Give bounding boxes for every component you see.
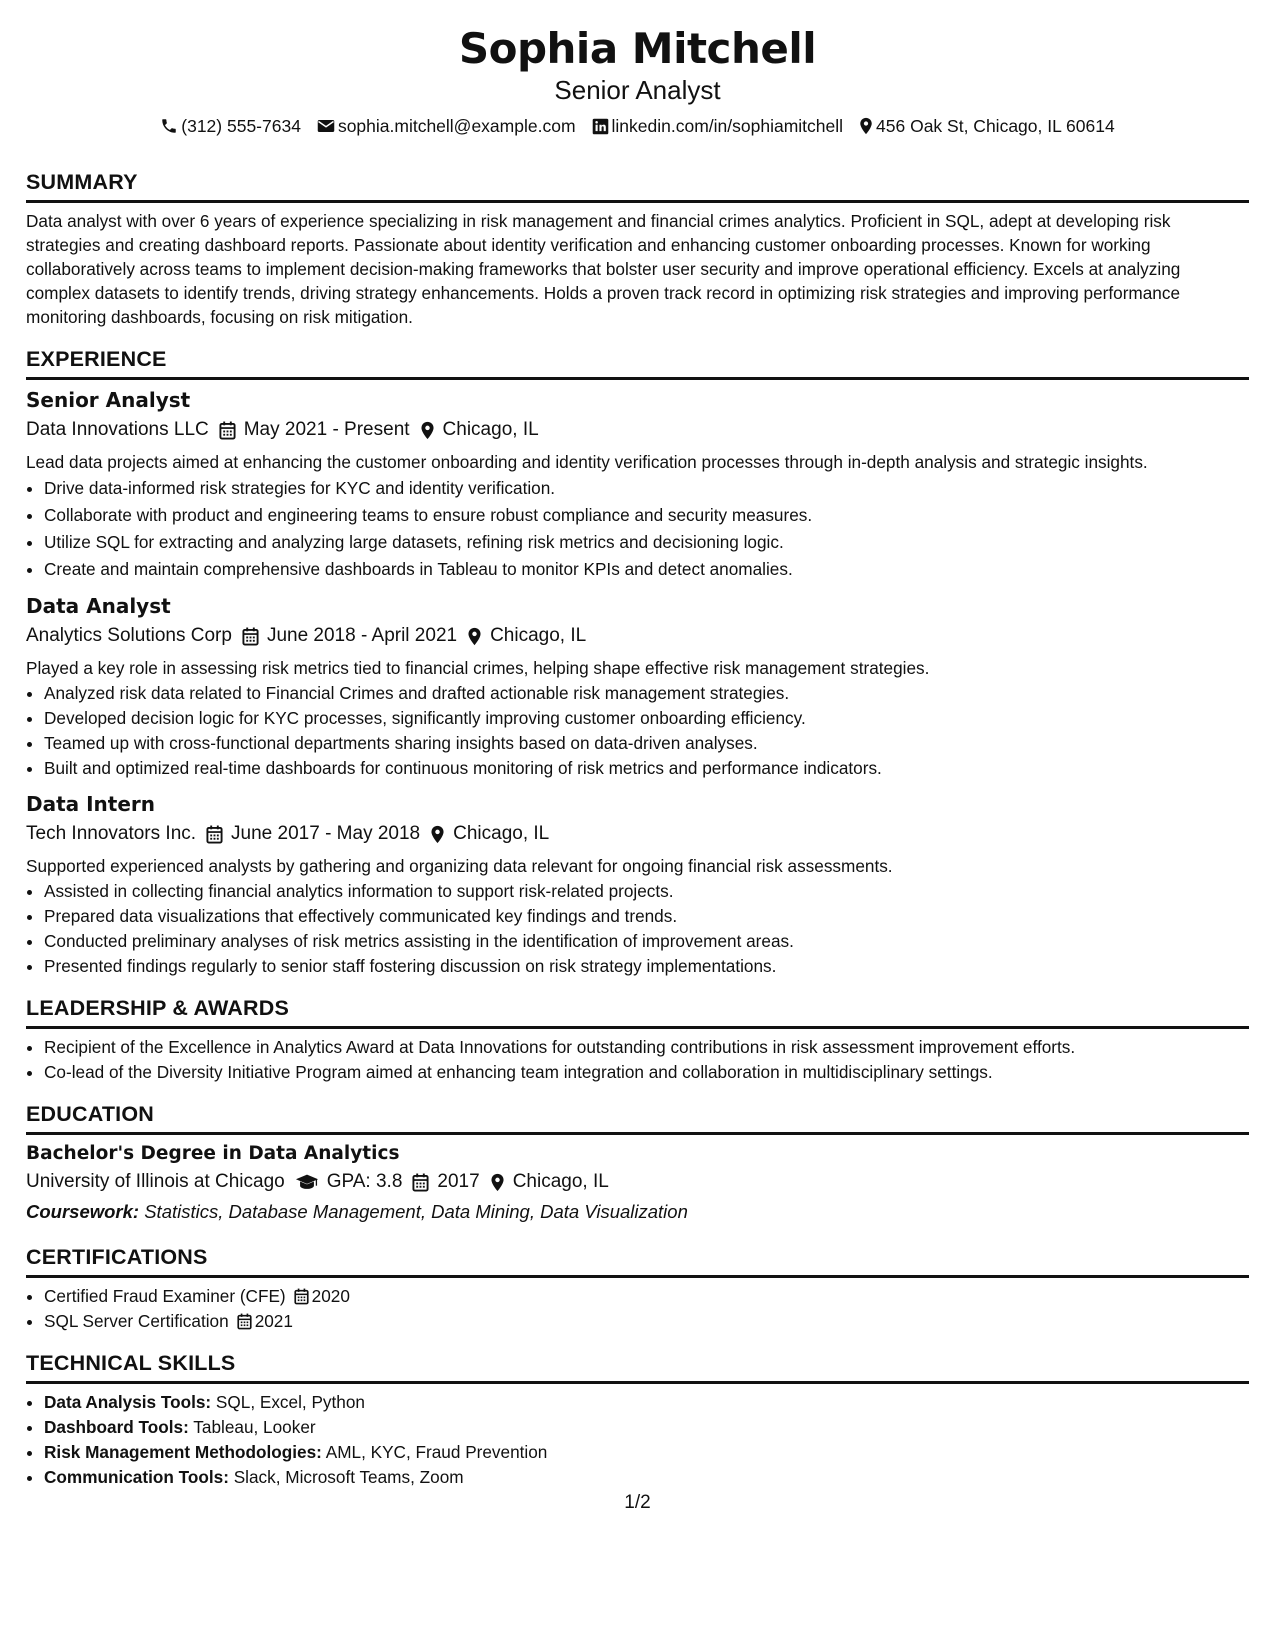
experience-section bbox=[26, 345, 1249, 978]
contact-bar bbox=[26, 114, 1249, 138]
job-dates bbox=[219, 416, 410, 444]
section-divider bbox=[26, 1275, 1249, 1278]
job-dates-text: June 2017 - May 2018 bbox=[231, 823, 421, 844]
education-degree: Bachelor's Degree in Data Analytics bbox=[26, 1143, 400, 1164]
section-divider bbox=[26, 1026, 1249, 1029]
leadership-item: • Recipient of the Excellence in Analytics Award at Data Innovations for outstanding contributions in risk assessment improvement efforts. bbox=[44, 1035, 1249, 1059]
map-pin-icon bbox=[490, 1173, 505, 1192]
job-bullet: • Collaborate with product and engineering teams to ensure robust compliance and security measures. bbox=[44, 502, 1249, 528]
job-title: Senior Analyst bbox=[26, 388, 191, 412]
education-heading: EDUCATION bbox=[26, 1102, 155, 1126]
calendar-icon bbox=[219, 421, 236, 440]
skill-label: Data Analysis Tools: bbox=[44, 1392, 212, 1412]
job-dates-text: June 2018 - April 2021 bbox=[266, 625, 458, 646]
calendar-icon bbox=[412, 1173, 429, 1192]
education-section bbox=[26, 1100, 1249, 1227]
job-description: Played a key role in assessing risk metrics tied to financial crimes, helping shape effective risk management strategies. bbox=[26, 658, 930, 678]
candidate-name: Sophia Mitchell bbox=[458, 24, 817, 73]
job-bullets bbox=[26, 681, 1249, 780]
skill-label: Risk Management Methodologies: bbox=[44, 1442, 322, 1462]
coursework-text: Statistics, Database Management, Data Mining, Data Visualization bbox=[144, 1201, 688, 1222]
candidate-title: Senior Analyst bbox=[554, 75, 721, 105]
contact-email[interactable] bbox=[317, 114, 576, 138]
calendar-icon bbox=[237, 1313, 252, 1330]
certification-year bbox=[294, 1284, 350, 1308]
certifications-heading: CERTIFICATIONS bbox=[26, 1245, 208, 1269]
job-meta bbox=[26, 820, 1249, 848]
map-pin-icon bbox=[420, 421, 435, 440]
map-pin-icon bbox=[467, 627, 482, 646]
skill-label: Communication Tools: bbox=[44, 1467, 229, 1487]
job-bullet: • Drive data-informed risk strategies for KYC and identity verification. bbox=[44, 475, 1249, 501]
job-bullet: • Built and optimized real-time dashboards for continuous monitoring of risk metrics and performance indicators. bbox=[44, 756, 1249, 780]
phone-text: (312) 555-7634 bbox=[181, 116, 301, 136]
section-divider bbox=[26, 1132, 1249, 1135]
section-divider bbox=[26, 200, 1249, 203]
job-description: Supported experienced analysts by gathering and organizing data relevant for ongoing financial risk assessments. bbox=[26, 856, 893, 876]
email-text: sophia.mitchell@example.com bbox=[337, 116, 576, 136]
skill-value: SQL, Excel, Python bbox=[215, 1392, 365, 1412]
address-text: 456 Oak St, Chicago, IL 60614 bbox=[876, 116, 1115, 136]
education-gpa bbox=[295, 1167, 403, 1197]
job-title: Data Analyst bbox=[26, 594, 171, 618]
calendar-icon bbox=[294, 1288, 309, 1305]
job-meta bbox=[26, 416, 1249, 444]
skill-label: Dashboard Tools: bbox=[44, 1417, 189, 1437]
calendar-icon bbox=[242, 627, 259, 646]
resume-header bbox=[26, 22, 1249, 138]
leadership-heading: LEADERSHIP & AWARDS bbox=[26, 996, 290, 1020]
summary-text: Data analyst with over 6 years of experience specializing in risk management and financial crimes analytics. Proficient in SQL, adept at developing risk strategies and creating dashboard reports. Passionate about identity verification and enhancing customer onboarding processes. Known for working collaboratively across teams to implement decision-making frameworks that bolster user security and improve operational efficiency. Excels at analyzing complex datasets to identify trends, driving strategy enhancements. Holds a proven track record in optimizing risk strategies and improving performance monitoring dashboards, focusing on risk mitigation. bbox=[26, 211, 1181, 327]
certification-item bbox=[44, 1284, 1249, 1308]
linkedin-icon bbox=[592, 118, 609, 135]
skills-section bbox=[26, 1349, 1249, 1489]
education-school: University of Illinois at Chicago bbox=[26, 1171, 285, 1192]
graduation-cap-icon bbox=[295, 1173, 319, 1191]
skill-value: Slack, Microsoft Teams, Zoom bbox=[233, 1467, 464, 1487]
calendar-icon bbox=[206, 825, 223, 844]
job-bullet: • Utilize SQL for extracting and analyzing large datasets, refining risk metrics and decisioning logic. bbox=[44, 529, 1249, 555]
job-location-text: Chicago, IL bbox=[490, 625, 587, 646]
job-location bbox=[430, 820, 549, 848]
summary-section bbox=[26, 168, 1249, 329]
job-company: Tech Innovators Inc. bbox=[26, 823, 197, 844]
contact-phone[interactable] bbox=[160, 114, 301, 138]
job-title: Data Intern bbox=[26, 792, 156, 816]
certifications-section bbox=[26, 1243, 1249, 1333]
leadership-section bbox=[26, 994, 1249, 1084]
skill-item bbox=[44, 1465, 1249, 1489]
experience-heading: EXPERIENCE bbox=[26, 347, 167, 371]
skills-heading: TECHNICAL SKILLS bbox=[26, 1351, 236, 1375]
job-bullet: • Presented findings regularly to senior staff fostering discussion on risk strategy implementations. bbox=[44, 954, 1249, 978]
job-bullets bbox=[26, 475, 1249, 582]
leadership-item: • Co-lead of the Diversity Initiative Program aimed at enhancing team integration and collaboration in multidisciplinary settings. bbox=[44, 1060, 1249, 1084]
education-year-text: 2017 bbox=[437, 1171, 480, 1192]
education-meta bbox=[26, 1167, 1249, 1197]
contact-linkedin[interactable] bbox=[592, 114, 844, 138]
job-location bbox=[467, 622, 586, 650]
contact-address bbox=[859, 114, 1115, 138]
job-bullets bbox=[26, 879, 1249, 978]
map-pin-icon bbox=[430, 825, 445, 844]
certification-name: • SQL Server Certification bbox=[44, 1311, 229, 1331]
job-description: Lead data projects aimed at enhancing the customer onboarding and identity verification processes through in-depth analysis and strategic insights. bbox=[26, 452, 1148, 472]
job-dates bbox=[242, 622, 457, 650]
envelope-icon bbox=[317, 118, 335, 134]
certification-year-text: 2020 bbox=[311, 1286, 350, 1306]
job-bullet: • Analyzed risk data related to Financial Crimes and drafted actionable risk management strategies. bbox=[44, 681, 1249, 705]
certification-name: • Certified Fraud Examiner (CFE) bbox=[44, 1286, 286, 1306]
summary-heading: SUMMARY bbox=[26, 170, 138, 194]
map-pin-icon bbox=[859, 117, 873, 135]
certification-year bbox=[237, 1309, 293, 1333]
linkedin-text: linkedin.com/in/sophiamitchell bbox=[611, 116, 844, 136]
skill-value: AML, KYC, Fraud Prevention bbox=[325, 1442, 548, 1462]
skill-item bbox=[44, 1440, 1249, 1464]
coursework-label: Coursework: bbox=[26, 1201, 140, 1222]
job-dates bbox=[206, 820, 420, 848]
job-bullet: • Conducted preliminary analyses of risk metrics assisting in the identification of improvement areas. bbox=[44, 929, 1249, 953]
certifications-list bbox=[26, 1284, 1249, 1333]
job-bullet: • Teamed up with cross-functional departments sharing insights based on data-driven analyses. bbox=[44, 731, 1249, 755]
education-gpa-text: GPA: 3.8 bbox=[326, 1171, 403, 1192]
leadership-list bbox=[26, 1035, 1249, 1084]
education-coursework bbox=[26, 1197, 1249, 1227]
skill-value: Tableau, Looker bbox=[193, 1417, 316, 1437]
page-number: 1/2 bbox=[624, 1492, 651, 1513]
job-bullet: • Prepared data visualizations that effectively communicated key findings and trends. bbox=[44, 904, 1249, 928]
job-location-text: Chicago, IL bbox=[442, 419, 539, 440]
job-bullet: • Assisted in collecting financial analytics information to support risk-related projects. bbox=[44, 879, 1249, 903]
job-entry bbox=[26, 592, 1249, 780]
certification-item bbox=[44, 1309, 1249, 1333]
skill-item bbox=[44, 1415, 1249, 1439]
education-year bbox=[412, 1167, 479, 1197]
section-divider bbox=[26, 377, 1249, 380]
skill-item bbox=[44, 1390, 1249, 1414]
section-divider bbox=[26, 1381, 1249, 1384]
job-company: Analytics Solutions Corp bbox=[26, 625, 232, 646]
certification-year-text: 2021 bbox=[254, 1311, 293, 1331]
job-entry bbox=[26, 386, 1249, 582]
job-location bbox=[420, 416, 539, 444]
job-bullet: • Developed decision logic for KYC processes, significantly improving customer onboarding efficiency. bbox=[44, 706, 1249, 730]
education-location bbox=[490, 1167, 609, 1197]
phone-icon bbox=[160, 117, 178, 135]
job-location-text: Chicago, IL bbox=[453, 823, 550, 844]
skills-list bbox=[26, 1390, 1249, 1489]
job-meta bbox=[26, 622, 1249, 650]
job-company: Data Innovations LLC bbox=[26, 419, 209, 440]
job-dates-text: May 2021 - Present bbox=[243, 419, 410, 440]
job-entry bbox=[26, 790, 1249, 978]
education-location-text: Chicago, IL bbox=[512, 1171, 609, 1192]
job-bullet: • Create and maintain comprehensive dashboards in Tableau to monitor KPIs and detect anomalies. bbox=[44, 556, 1249, 582]
